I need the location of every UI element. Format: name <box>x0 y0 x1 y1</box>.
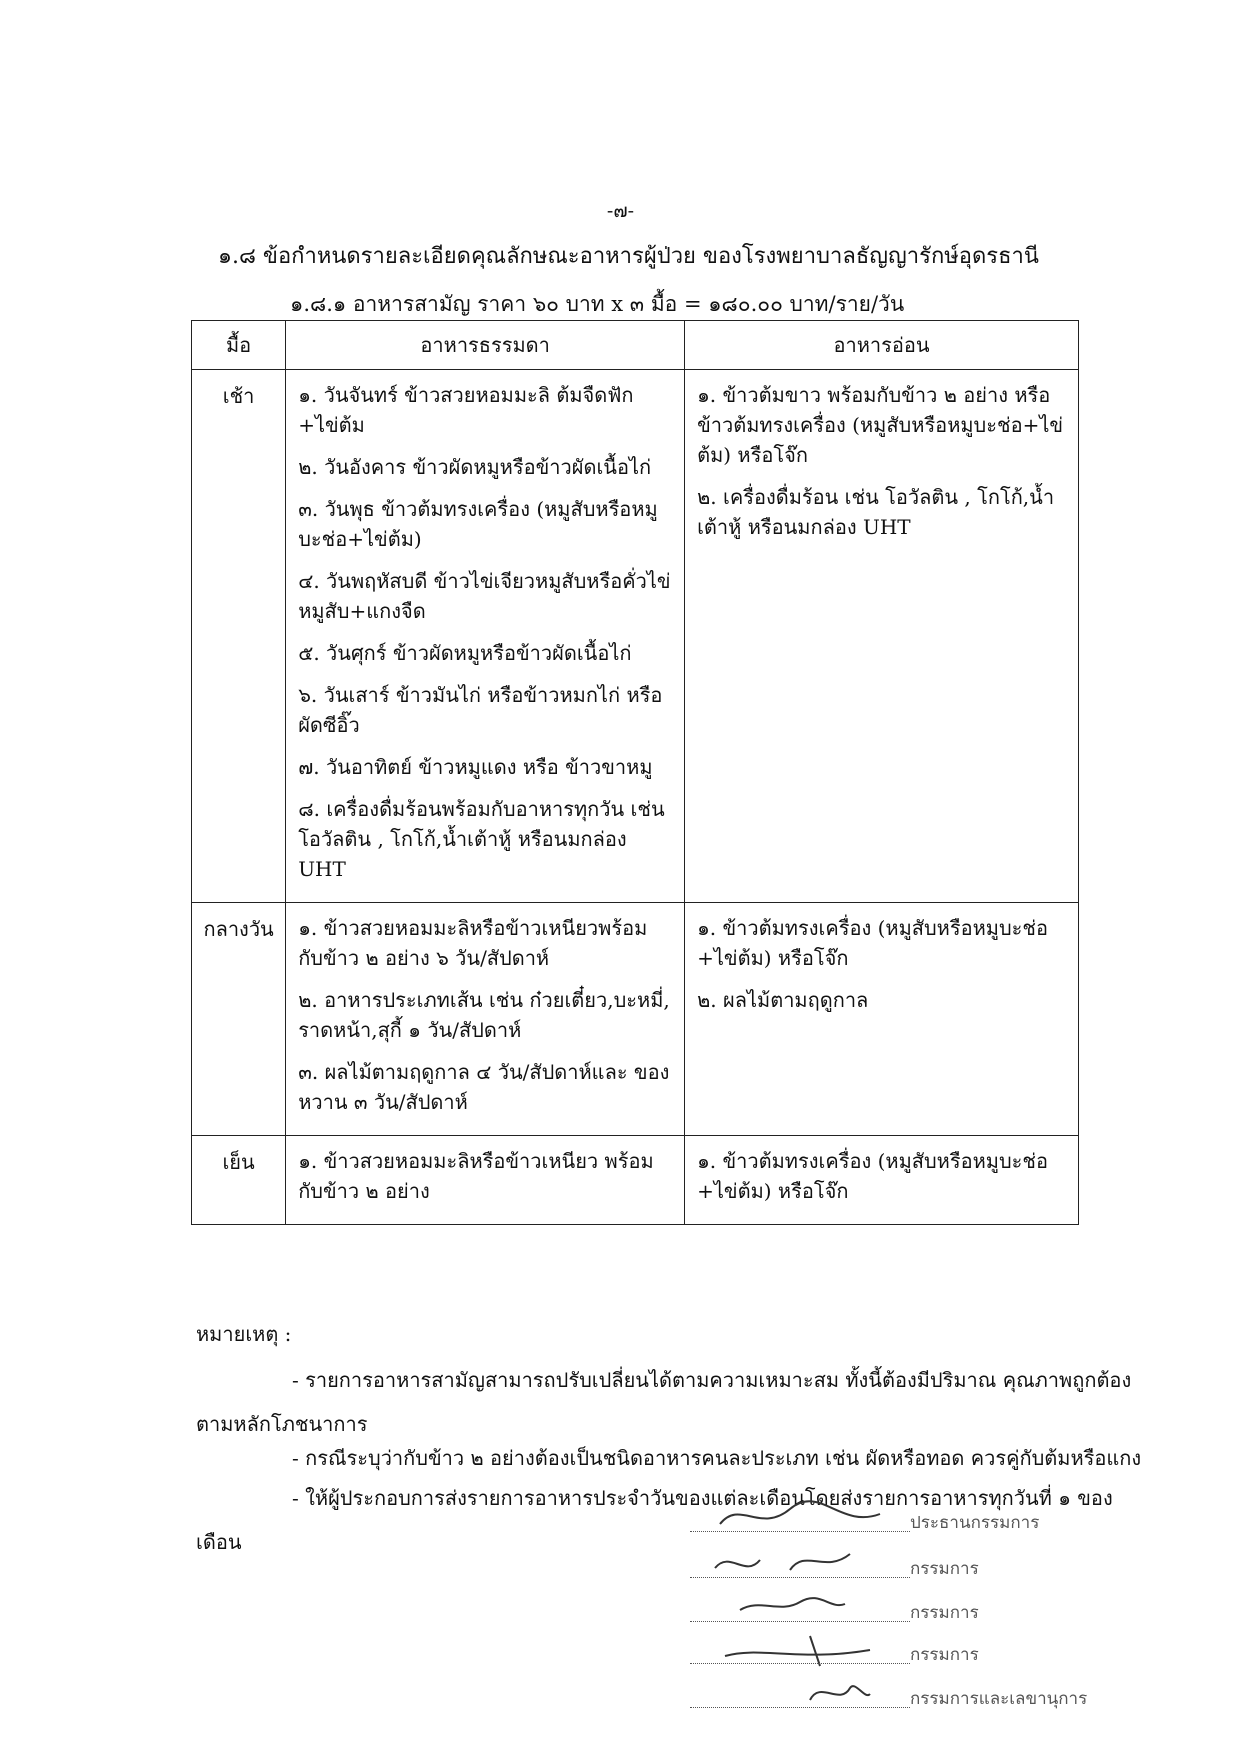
list-item: ๘. เครื่องดื่มร้อนพร้อมกับอาหารทุกวัน เช่น โอวัลติน , โกโก้,น้ำเต้าหู้ หรือนมกล่อง UHT <box>298 797 665 881</box>
list-item: ๑. ข้าวต้มทรงเครื่อง (หมูสับหรือหมูบะช่อ +ไข่ต้ม) หรือโจ๊ก <box>697 916 1048 970</box>
list-item: ๕. วันศุกร์ ข้าวผัดหมูหรือข้าวผัดเนื้อไก่ <box>298 641 632 665</box>
soft-food-cell <box>685 1136 1079 1225</box>
list-item: ๑. วันจันทร์ ข้าวสวยหอมมะลิ ต้มจืดฟัก +ไข่ต้ม <box>298 383 634 437</box>
header-regular-food: อาหารธรรมดา <box>286 321 685 370</box>
signature-line-member <box>690 1632 1090 1672</box>
table-header-row <box>192 321 1079 370</box>
signature-title: กรรมการ <box>910 1645 979 1665</box>
list-item: ๒. เครื่องดื่มร้อน เช่น โอวัลติน , โกโก้,น้ำเต้าหู้ หรือนมกล่อง UHT <box>697 485 1055 539</box>
list-item: ๓. วันพุธ ข้าวต้มทรงเครื่อง (หมูสับหรือหมูบะช่อ+ไข่ต้ม) <box>298 497 658 551</box>
soft-food-cell <box>685 370 1079 903</box>
signature-title: กรรมการ <box>910 1559 979 1579</box>
signature-title: กรรมการ <box>910 1603 979 1623</box>
list-item: ๒. วันอังคาร ข้าวผัดหมูหรือข้าวผัดเนื้อไก่ <box>298 455 652 479</box>
regular-food-cell <box>286 370 685 903</box>
notes-title: หมายเหตุ : <box>196 1322 292 1346</box>
list-item: ๒. อาหารประเภทเส้น เช่น ก๋วยเตี๋ยว,บะหมี่, ราดหน้า,สุกี้ ๑ วัน/สัปดาห์ <box>298 988 670 1042</box>
regular-food-cell <box>286 903 685 1136</box>
list-item: ๑. ข้าวต้มขาว พร้อมกับข้าว ๒ อย่าง หรือข้าวต้มทรงเครื่อง (หมูสับหรือหมูบะช่อ+ไข่ต้ม) หรือโจ๊ก <box>697 383 1064 467</box>
note-item: - กรณีระบุว่ากับข้าว ๒ อย่างต้องเป็นชนิดอาหารคนละประเภท เช่น ผัดหรือทอด ควรคู่กับต้มหรือแกง <box>292 1446 1142 1470</box>
signature-title: ประธานกรรมการ <box>910 1513 1040 1533</box>
meal-name: เย็น <box>192 1136 286 1225</box>
list-item: ๒. ผลไม้ตามฤดูกาล <box>697 988 869 1012</box>
table-row-dinner <box>192 1136 1079 1225</box>
table-row-breakfast <box>192 370 1079 903</box>
header-meal: มื้อ <box>192 321 286 370</box>
page-number: -๗- <box>606 200 635 222</box>
meal-name: เช้า <box>192 370 286 903</box>
signature-line-member <box>690 1590 1090 1630</box>
signature-title: กรรมการและเลขานุการ <box>910 1689 1088 1709</box>
list-item: ๑. ข้าวสวยหอมมะลิหรือข้าวเหนียวพร้อมกับข้าว ๒ อย่าง ๖ วัน/สัปดาห์ <box>298 916 648 970</box>
document-heading: ๑.๘ ข้อกำหนดรายละเอียดคุณลักษณะอาหารผู้ป่วย ของโรงพยาบาลธัญญารักษ์อุดรธานี <box>218 244 1039 269</box>
meal-spec-table <box>191 320 1079 1225</box>
list-item: ๖. วันเสาร์ ข้าวมันไก่ หรือข้าวหมกไก่ หรือผัดซีอิ๊ว <box>298 683 663 737</box>
list-item: ๓. ผลไม้ตามฤดูกาล ๔ วัน/สัปดาห์และ ของหวาน ๓ วัน/สัปดาห์ <box>298 1060 670 1114</box>
note-item: - ให้ผู้ประกอบการส่งรายการอาหารประจำวันของแต่ละเดือนโดยส่งรายการอาหารทุกวันที่ ๑ ของเดือน <box>196 1486 1113 1554</box>
meal-name: กลางวัน <box>192 903 286 1136</box>
signature-line-chairman <box>690 1500 1090 1540</box>
regular-food-cell <box>286 1136 685 1225</box>
signature-line-member <box>690 1546 1090 1586</box>
header-soft-food: อาหารอ่อน <box>685 321 1079 370</box>
signature-line-secretary <box>690 1676 1090 1716</box>
list-item: ๔. วันพฤหัสบดี ข้าวไข่เจียวหมูสับหรือคั่วไข่หมูสับ+แกงจืด <box>298 569 671 623</box>
section-subheading: ๑.๘.๑ อาหารสามัญ ราคา ๖๐ บาท x ๓ มื้อ = ๑๘๐.๐๐ บาท/ราย/วัน <box>290 292 905 316</box>
table-row-lunch <box>192 903 1079 1136</box>
list-item: ๑. ข้าวสวยหอมมะลิหรือข้าวเหนียว พร้อมกับข้าว ๒ อย่าง <box>298 1149 654 1203</box>
note-item: - รายการอาหารสามัญสามารถปรับเปลี่ยนได้ตามความเหมาะสม ทั้งนี้ต้องมีปริมาณ คุณภาพถูกต้องตามหลักโภชนาการ <box>196 1368 1132 1436</box>
list-item: ๑. ข้าวต้มทรงเครื่อง (หมูสับหรือหมูบะช่อ +ไข่ต้ม) หรือโจ๊ก <box>697 1149 1048 1203</box>
list-item: ๗. วันอาทิตย์ ข้าวหมูแดง หรือ ข้าวขาหมู <box>298 755 653 779</box>
soft-food-cell <box>685 903 1079 1136</box>
